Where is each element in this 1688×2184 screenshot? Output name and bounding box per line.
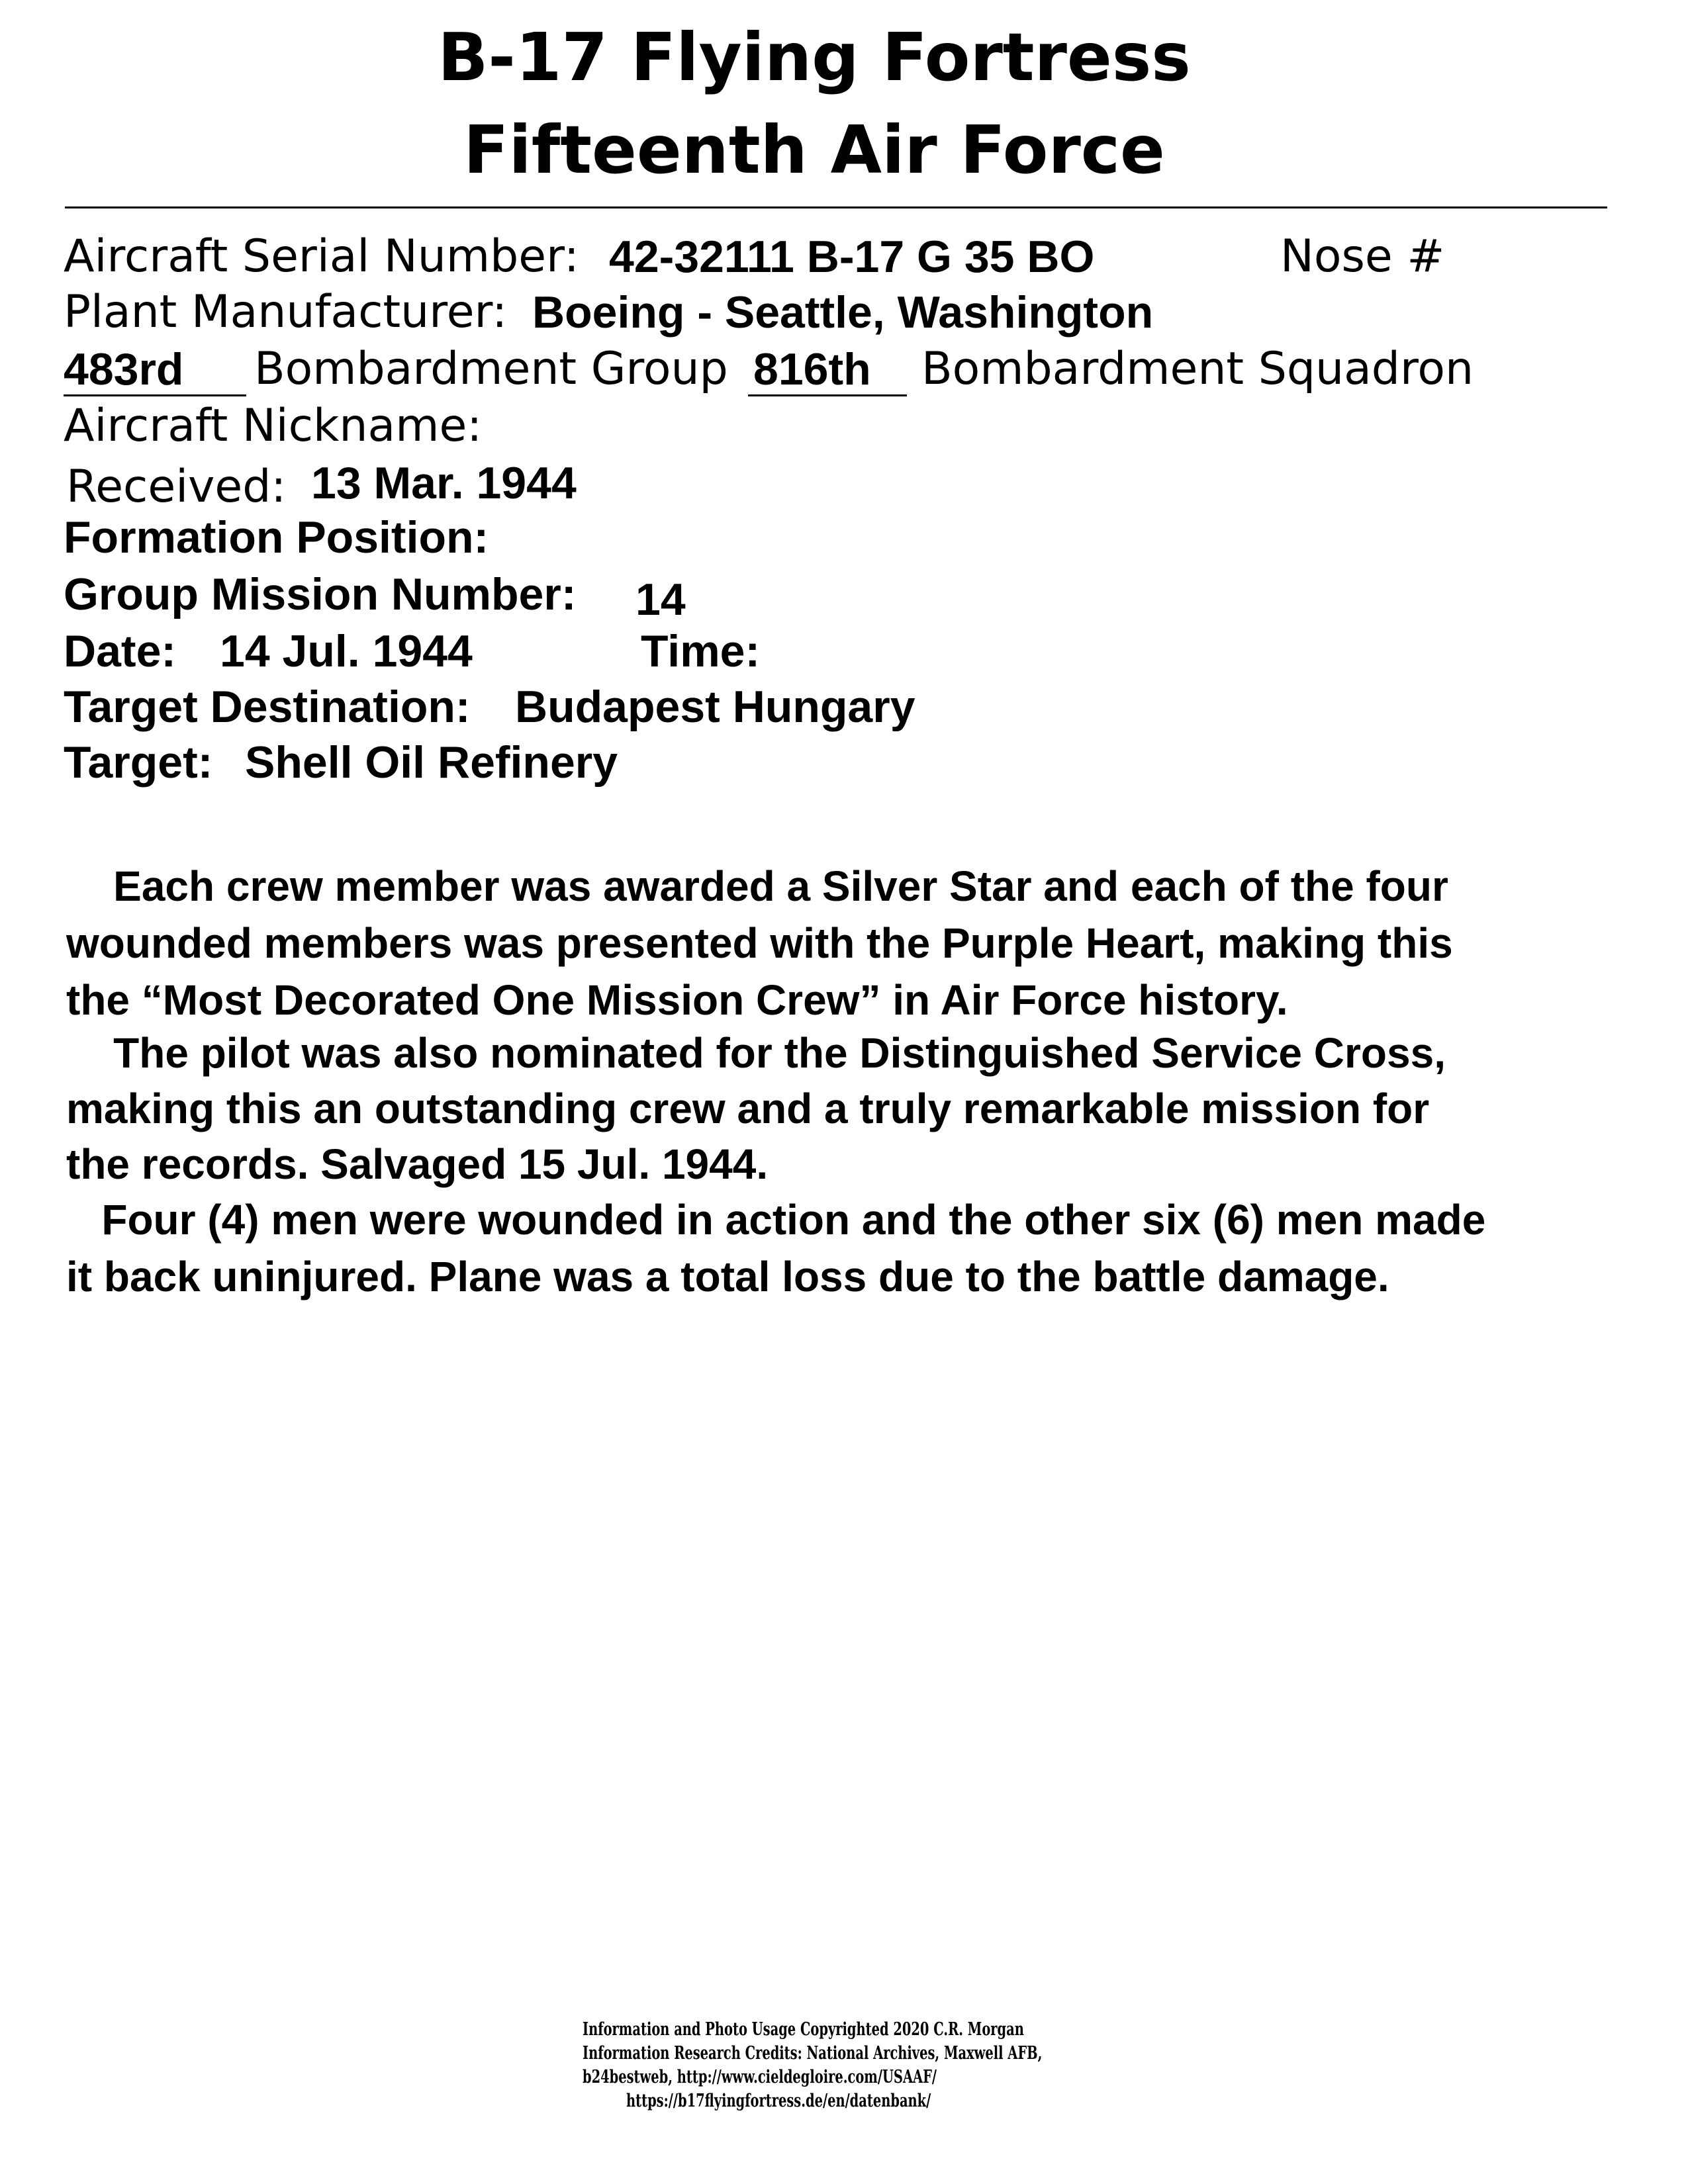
target-value: Shell Oil Refinery <box>245 737 618 788</box>
group-number-value: 483rd <box>64 344 184 394</box>
target-label: Target: <box>64 737 213 788</box>
nose-number-label: Nose # <box>1280 230 1445 283</box>
squadron-label: Bombardment Squadron <box>921 343 1474 395</box>
narrative-line: wounded members was presented with the Purple Heart, making this <box>66 919 1453 967</box>
nickname-label: Aircraft Nickname: <box>64 400 483 452</box>
narrative-line: making this an outstanding crew and a truly remarkable mission for <box>66 1085 1430 1132</box>
target-destination-label: Target Destination: <box>64 682 471 732</box>
footer-copyright: Information and Photo Usage Copyrighted 2020 C.R. Morgan <box>583 2019 1024 2040</box>
group-label: Bombardment Group <box>254 343 728 395</box>
date-value: 14 Jul. 1944 <box>220 626 473 676</box>
squadron-number-value: 816th <box>753 344 871 394</box>
time-label: Time: <box>641 626 761 676</box>
formation-position-label: Formation Position: <box>64 512 489 563</box>
narrative-line: Each crew member was awarded a Silver Star and each of the four <box>66 862 1448 910</box>
narrative-line: the records. Salvaged 15 Jul. 1944. <box>66 1140 769 1188</box>
target-destination-value: Budapest Hungary <box>515 682 915 732</box>
squadron-number-underline <box>748 394 907 396</box>
mission-number-label: Group Mission Number: <box>64 569 577 619</box>
received-value: 13 Mar. 1944 <box>311 458 577 508</box>
serial-number-value: 42-32111 B-17 G 35 BO <box>609 232 1095 282</box>
narrative-line: Four (4) men were wounded in action and the other six (6) men made <box>66 1196 1486 1244</box>
footer-credits: Information Research Credits: National Archives, Maxwell AFB, <box>583 2043 1043 2064</box>
manufacturer-value: Boeing - Seattle, Washington <box>532 287 1154 338</box>
narrative-line: The pilot was also nominated for the Distinguished Service Cross, <box>66 1029 1446 1077</box>
serial-number-label: Aircraft Serial Number: <box>64 230 579 283</box>
date-label: Date: <box>64 626 177 676</box>
narrative-line: it back uninjured. Plane was a total loss due to the battle damage. <box>66 1253 1389 1300</box>
manufacturer-label: Plant Manufacturer: <box>64 286 508 338</box>
narrative-line: the “Most Decorated One Mission Crew” in Air Force history. <box>66 976 1288 1024</box>
page-title-line-2: Fifteenth Air Force <box>463 111 1165 189</box>
footer-credits-url: https://b17flyingfortress.de/en/datenbank/ <box>626 2091 931 2111</box>
group-number-underline <box>64 394 246 396</box>
mission-number-value: 14 <box>635 574 686 625</box>
received-label: Received: <box>66 461 287 513</box>
footer-credits-sources: b24bestweb, http://www.cieldegloire.com/USAAF/ <box>583 2067 937 2087</box>
title-divider <box>65 206 1607 208</box>
page-title-line-1: B-17 Flying Fortress <box>438 19 1191 96</box>
